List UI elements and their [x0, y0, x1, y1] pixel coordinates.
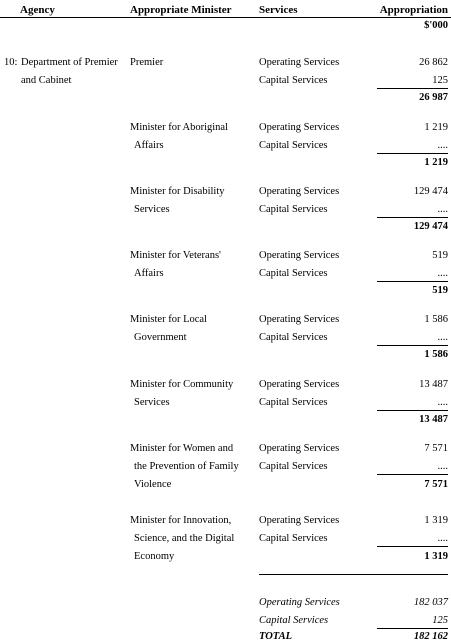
operating-services-label: Operating Services	[259, 186, 340, 197]
operating-services-value: 129 474	[413, 186, 448, 197]
minister-total-value: 1 586	[424, 349, 448, 360]
minister-name-line: Minister for Local	[130, 314, 207, 325]
minister-name-line: Science, and the Digital	[134, 533, 235, 544]
minister-total-value: 1 319	[424, 551, 448, 562]
operating-services-label: Operating Services	[259, 443, 340, 454]
header-rule	[0, 17, 451, 18]
minister-name-line: Minister for Women and	[130, 443, 234, 454]
subtotal-rule	[377, 153, 448, 154]
minister-total-value: 1 219	[424, 157, 448, 168]
minister-total-value: 7 571	[424, 479, 448, 490]
capital-services-value: ....	[437, 397, 448, 408]
minister-name-line: Minister for Aboriginal	[130, 122, 228, 133]
minister-name-line: Minister for Innovation,	[130, 515, 232, 526]
operating-services-label: Operating Services	[259, 515, 340, 526]
agency-name-line1: Department of Premier	[21, 57, 118, 68]
operating-services-label: Operating Services	[259, 250, 340, 261]
subtotal-rule	[377, 217, 448, 218]
minister-name-line: Services	[134, 397, 170, 408]
subtotal-rule	[377, 474, 448, 475]
capital-services-value: ....	[437, 268, 448, 279]
minister-name-line: Minister for Community	[130, 379, 234, 390]
minister-name-line: Affairs	[134, 140, 164, 151]
capital-services-value: ....	[437, 461, 448, 472]
header-minister: Appropriate Minister	[130, 4, 232, 16]
capital-services-label: Capital Services	[259, 397, 328, 408]
minister-name-line: Violence	[134, 479, 172, 490]
operating-services-label: Operating Services	[259, 314, 340, 325]
capital-services-label: Capital Services	[259, 204, 328, 215]
minister-name-line: Services	[134, 204, 170, 215]
minister-name-line: Minister for Disability	[130, 186, 225, 197]
minister-name-line: Government	[134, 332, 187, 343]
minister-name-line: Minister for Veterans'	[130, 250, 221, 261]
minister-name-line: Affairs	[134, 268, 164, 279]
summary-subtotal-rule	[377, 628, 448, 629]
operating-services-value: 1 319	[424, 515, 448, 526]
subtotal-rule	[377, 88, 448, 89]
capital-services-label: Capital Services	[259, 332, 328, 343]
minister-total-value: 129 474	[413, 221, 448, 232]
minister-name-line: the Prevention of Family	[134, 461, 239, 472]
header-services: Services	[259, 4, 298, 16]
minister-total-value: 26 987	[419, 92, 448, 103]
operating-services-label: Operating Services	[259, 379, 340, 390]
minister-name-line: Premier	[130, 57, 164, 68]
minister-total-value: 13 487	[419, 414, 448, 425]
subtotal-rule	[377, 345, 448, 346]
summary-total-label: TOTAL	[259, 631, 293, 642]
minister-total-value: 519	[432, 285, 448, 296]
capital-services-value: ....	[437, 204, 448, 215]
capital-services-value: 125	[432, 75, 448, 86]
capital-services-value: ....	[437, 533, 448, 544]
capital-services-value: ....	[437, 140, 448, 151]
summary-capital-value: 125	[432, 615, 448, 626]
header-agency: Agency	[20, 4, 55, 16]
summary-capital-label: Capital Services	[259, 615, 329, 626]
operating-services-label: Operating Services	[259, 122, 340, 133]
operating-services-value: 519	[432, 250, 448, 261]
subtotal-rule	[377, 410, 448, 411]
header-appropriation: Appropriation	[379, 4, 448, 16]
summary-total-value: 182 162	[413, 631, 448, 642]
operating-services-value: 7 571	[424, 443, 448, 454]
agency-name-line2: and Cabinet	[21, 75, 72, 86]
capital-services-label: Capital Services	[259, 461, 328, 472]
operating-services-value: 26 862	[419, 57, 448, 68]
capital-services-value: ....	[437, 332, 448, 343]
capital-services-label: Capital Services	[259, 140, 328, 151]
capital-services-label: Capital Services	[259, 268, 328, 279]
unit-label: $'000	[424, 20, 448, 31]
operating-services-value: 13 487	[419, 379, 448, 390]
capital-services-label: Capital Services	[259, 533, 328, 544]
summary-top-rule	[259, 574, 448, 575]
capital-services-label: Capital Services	[259, 75, 328, 86]
subtotal-rule	[377, 281, 448, 282]
subtotal-rule	[377, 546, 448, 547]
summary-operating-value: 182 037	[413, 597, 448, 608]
minister-name-line: Economy	[134, 551, 175, 562]
operating-services-value: 1 586	[424, 314, 448, 325]
operating-services-value: 1 219	[424, 122, 448, 133]
agency-number: 10:	[4, 57, 18, 68]
operating-services-label: Operating Services	[259, 57, 340, 68]
summary-operating-label: Operating Services	[259, 597, 340, 608]
